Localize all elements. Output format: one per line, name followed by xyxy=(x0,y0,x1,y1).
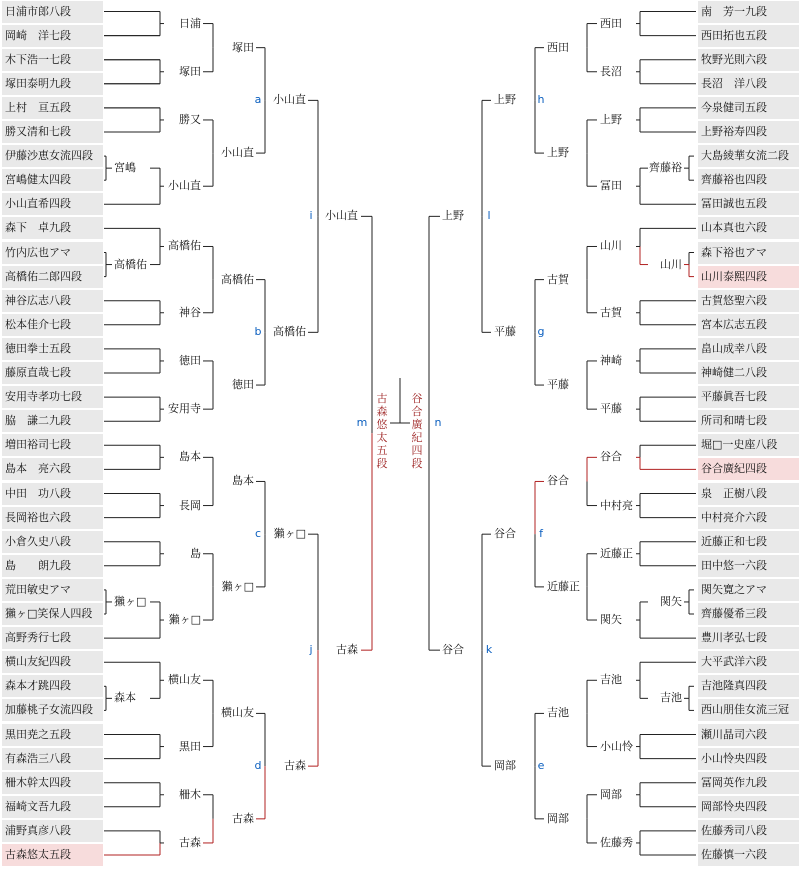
left-r2-winner-14: 柵木 xyxy=(179,787,201,801)
right-r2-winner-11: 関矢 xyxy=(600,613,622,627)
right-block-n: n xyxy=(434,416,442,429)
right-player-5: 上野裕寿四段 xyxy=(698,121,799,143)
left-r2-winner-15: 古森 xyxy=(179,835,201,849)
left-player-11: 高橋佑二郎四段 xyxy=(2,266,103,288)
left-player-12: 神谷広志八段 xyxy=(2,290,103,312)
right-player-11: 山川泰熙四段 xyxy=(698,266,799,288)
right-r2-winner-10: 近藤正 xyxy=(600,546,633,560)
left-player-27: 横山友紀四段 xyxy=(2,651,103,673)
right-player-9: 山本真也六段 xyxy=(698,217,799,239)
left-player-31: 有森浩三八段 xyxy=(2,748,103,770)
left-player-0: 日浦市郎八段 xyxy=(2,1,103,23)
right-r2-winner-13: 小山怜 xyxy=(600,739,633,753)
left-r5-winner-1: 古森 xyxy=(336,643,358,657)
right-r3-winner-6: 吉池 xyxy=(547,706,569,720)
left-block-b: b xyxy=(254,325,262,339)
left-player-1: 岡崎 洋七段 xyxy=(2,25,103,47)
right-player-20: 泉 正樹八段 xyxy=(698,483,799,505)
left-player-20: 中田 功八段 xyxy=(2,483,103,505)
left-r3-winner-1: 小山直 xyxy=(221,146,254,160)
right-r2-winner-4: 山川 xyxy=(600,239,622,253)
right-player-30: 瀬川晶司六段 xyxy=(698,724,799,746)
right-player-3: 長沼 洋八段 xyxy=(698,73,799,95)
right-r4-winner-0: 上野 xyxy=(494,93,516,107)
left-block-i: i xyxy=(309,209,313,223)
right-player-29: 西山朋佳女流三冠 xyxy=(698,699,799,721)
left-r1-winner-3: 宮嶋 xyxy=(114,161,136,175)
right-r2-winner-3: 冨田 xyxy=(600,179,622,193)
left-block-j: j xyxy=(309,643,313,657)
right-r3-winner-7: 岡部 xyxy=(547,811,569,825)
left-r2-winner-0: 日浦 xyxy=(179,16,201,30)
left-r2-winner-12: 横山友 xyxy=(168,673,201,687)
left-r1-winner-5: 獺ヶ□ xyxy=(114,594,147,608)
right-r1-winner-1: 山川 xyxy=(660,257,682,271)
right-player-15: 神崎健二八段 xyxy=(698,362,799,384)
left-r2-winner-10: 島 xyxy=(190,546,201,560)
right-player-18: 堀□一史座八段 xyxy=(698,434,799,456)
right-r5-winner-0: 上野 xyxy=(442,209,464,223)
left-player-8: 小山直希四段 xyxy=(2,193,103,215)
right-block-k: k xyxy=(485,643,493,657)
left-r5-winner-0: 小山直 xyxy=(325,209,358,223)
right-player-1: 西田拓也五段 xyxy=(698,25,799,47)
right-r2-winner-7: 平藤 xyxy=(600,402,622,416)
right-player-2: 牧野光則六段 xyxy=(698,49,799,71)
left-player-30: 黒田尭之五段 xyxy=(2,724,103,746)
right-r3-winner-0: 西田 xyxy=(547,40,569,54)
left-player-4: 上村 亘五段 xyxy=(2,97,103,119)
left-r2-winner-4: 高橋佑 xyxy=(168,239,201,253)
right-player-4: 今泉健司五段 xyxy=(698,97,799,119)
right-player-31: 小山怜央四段 xyxy=(698,748,799,770)
finalist-right-vertical: 谷合廣紀四段 xyxy=(411,392,423,470)
right-r1-winner-0: 齊藤裕 xyxy=(649,161,682,175)
left-player-19: 島本 亮六段 xyxy=(2,458,103,480)
right-r4-winner-2: 谷合 xyxy=(494,527,516,541)
left-player-26: 高野秀行七段 xyxy=(2,627,103,649)
left-player-3: 塚田泰明九段 xyxy=(2,73,103,95)
left-player-17: 脇 謙二九段 xyxy=(2,410,103,432)
right-r2-winner-8: 谷合 xyxy=(600,450,622,464)
left-player-32: 柵木幹太四段 xyxy=(2,772,103,794)
right-r4-winner-3: 岡部 xyxy=(494,759,516,773)
left-player-22: 小倉久史八段 xyxy=(2,531,103,553)
left-player-6: 伊藤沙恵女流四段 xyxy=(2,145,103,167)
right-block-f: f xyxy=(539,527,543,541)
left-player-28: 森本才跳四段 xyxy=(2,675,103,697)
left-r1-winner-4: 高橋佑 xyxy=(114,257,147,271)
left-player-5: 勝又清和七段 xyxy=(2,121,103,143)
left-r3-winner-6: 横山友 xyxy=(221,706,254,720)
right-player-23: 田中悠一六段 xyxy=(698,555,799,577)
right-r2-winner-2: 上野 xyxy=(600,112,622,126)
left-block-d: d xyxy=(254,759,262,773)
left-player-2: 木下浩一七段 xyxy=(2,49,103,71)
right-r2-winner-1: 長沼 xyxy=(600,64,622,78)
left-block-m: m xyxy=(356,416,368,429)
right-r2-winner-12: 吉池 xyxy=(600,673,622,687)
right-r3-winner-4: 谷合 xyxy=(547,474,569,488)
left-r2-winner-8: 島本 xyxy=(179,450,201,464)
right-player-17: 所司和晴七段 xyxy=(698,410,799,432)
right-r3-winner-2: 古賀 xyxy=(547,272,569,286)
right-player-21: 中村亮介六段 xyxy=(698,507,799,529)
right-block-h: h xyxy=(537,93,545,107)
left-r3-winner-4: 島本 xyxy=(232,474,254,488)
right-player-35: 佐藤慎一六段 xyxy=(698,844,799,866)
right-player-32: 冨岡英作九段 xyxy=(698,772,799,794)
left-player-14: 徳田拳士五段 xyxy=(2,338,103,360)
left-r4-winner-3: 古森 xyxy=(284,759,306,773)
right-player-8: 冨田誠也五段 xyxy=(698,193,799,215)
left-player-23: 島 朗九段 xyxy=(2,555,103,577)
left-player-7: 宮嶋健太四段 xyxy=(2,169,103,191)
right-player-16: 平藤眞吾七段 xyxy=(698,386,799,408)
right-player-34: 佐藤秀司八段 xyxy=(698,820,799,842)
right-player-6: 大島綾華女流二段 xyxy=(698,145,799,167)
left-r2-winner-2: 勝又 xyxy=(179,112,201,126)
left-r2-winner-3: 小山直 xyxy=(168,179,201,193)
right-r3-winner-1: 上野 xyxy=(547,146,569,160)
right-r2-winner-15: 佐藤秀 xyxy=(600,835,633,849)
left-r2-winner-13: 黒田 xyxy=(179,739,201,753)
right-r2-winner-9: 中村亮 xyxy=(600,498,633,512)
left-r3-winner-5: 獺ヶ□ xyxy=(221,579,254,593)
left-r2-winner-5: 神谷 xyxy=(179,305,201,319)
left-player-10: 竹内広也アマ xyxy=(2,242,103,264)
right-player-12: 古賀悠聖六段 xyxy=(698,290,799,312)
left-r2-winner-11: 獺ヶ□ xyxy=(168,613,201,627)
left-r2-winner-1: 塚田 xyxy=(179,64,201,78)
left-r2-winner-9: 長岡 xyxy=(179,498,201,512)
left-block-c: c xyxy=(254,527,262,541)
left-player-15: 藤原直哉七段 xyxy=(2,362,103,384)
right-player-14: 畠山成幸八段 xyxy=(698,338,799,360)
left-r3-winner-0: 塚田 xyxy=(232,40,254,54)
left-player-21: 長岡裕也六段 xyxy=(2,507,103,529)
left-player-16: 安用寺孝功七段 xyxy=(2,386,103,408)
right-player-25: 齊藤優希三段 xyxy=(698,603,799,625)
left-r1-winner-6: 森本 xyxy=(114,691,136,705)
left-player-34: 浦野真彦八段 xyxy=(2,820,103,842)
left-r2-winner-6: 徳田 xyxy=(179,353,201,367)
right-player-22: 近藤正和七段 xyxy=(698,531,799,553)
right-r2-winner-6: 神崎 xyxy=(600,353,622,367)
right-player-7: 齊藤裕也四段 xyxy=(698,169,799,191)
left-player-25: 獺ヶ□笑保人四段 xyxy=(2,603,103,625)
left-player-13: 松本佳介七段 xyxy=(2,314,103,336)
right-block-l: l xyxy=(487,209,491,223)
left-r4-winner-0: 小山直 xyxy=(273,93,306,107)
right-r1-winner-3: 吉池 xyxy=(660,691,682,705)
left-r4-winner-2: 獺ヶ□ xyxy=(273,527,306,541)
right-r2-winner-0: 西田 xyxy=(600,16,622,30)
right-r1-winner-2: 関矢 xyxy=(660,594,682,608)
finalist-left-vertical: 古森悠太五段 xyxy=(376,392,388,470)
right-r4-winner-1: 平藤 xyxy=(494,325,516,339)
left-player-35: 古森悠太五段 xyxy=(2,844,103,866)
right-player-24: 関矢寛之アマ xyxy=(698,579,799,601)
right-r3-winner-3: 平藤 xyxy=(547,378,569,392)
left-r3-winner-2: 高橋佑 xyxy=(221,272,254,286)
right-block-g: g xyxy=(537,325,545,339)
right-player-26: 豊川孝弘七段 xyxy=(698,627,799,649)
right-player-27: 大平武洋六段 xyxy=(698,651,799,673)
left-player-33: 福崎文吾九段 xyxy=(2,796,103,818)
left-player-24: 荒田敏史アマ xyxy=(2,579,103,601)
right-player-0: 南 芳一九段 xyxy=(698,1,799,23)
left-r3-winner-7: 古森 xyxy=(232,811,254,825)
right-player-33: 岡部怜央四段 xyxy=(698,796,799,818)
left-r4-winner-1: 高橋佑 xyxy=(273,325,306,339)
right-r2-winner-5: 古賀 xyxy=(600,305,622,319)
right-player-28: 吉池隆真四段 xyxy=(698,675,799,697)
right-player-19: 谷合廣紀四段 xyxy=(698,458,799,480)
left-player-9: 森下 卓九段 xyxy=(2,217,103,239)
right-r3-winner-5: 近藤正 xyxy=(547,579,580,593)
right-r2-winner-14: 岡部 xyxy=(600,787,622,801)
left-player-18: 増田裕司七段 xyxy=(2,434,103,456)
left-r3-winner-3: 徳田 xyxy=(232,378,254,392)
right-player-13: 宮本広志五段 xyxy=(698,314,799,336)
right-r5-winner-1: 谷合 xyxy=(442,643,464,657)
right-player-10: 森下裕也アマ xyxy=(698,242,799,264)
left-player-29: 加藤桃子女流四段 xyxy=(2,699,103,721)
left-block-a: a xyxy=(254,93,262,107)
right-block-e: e xyxy=(537,759,545,773)
left-r2-winner-7: 安用寺 xyxy=(168,402,201,416)
